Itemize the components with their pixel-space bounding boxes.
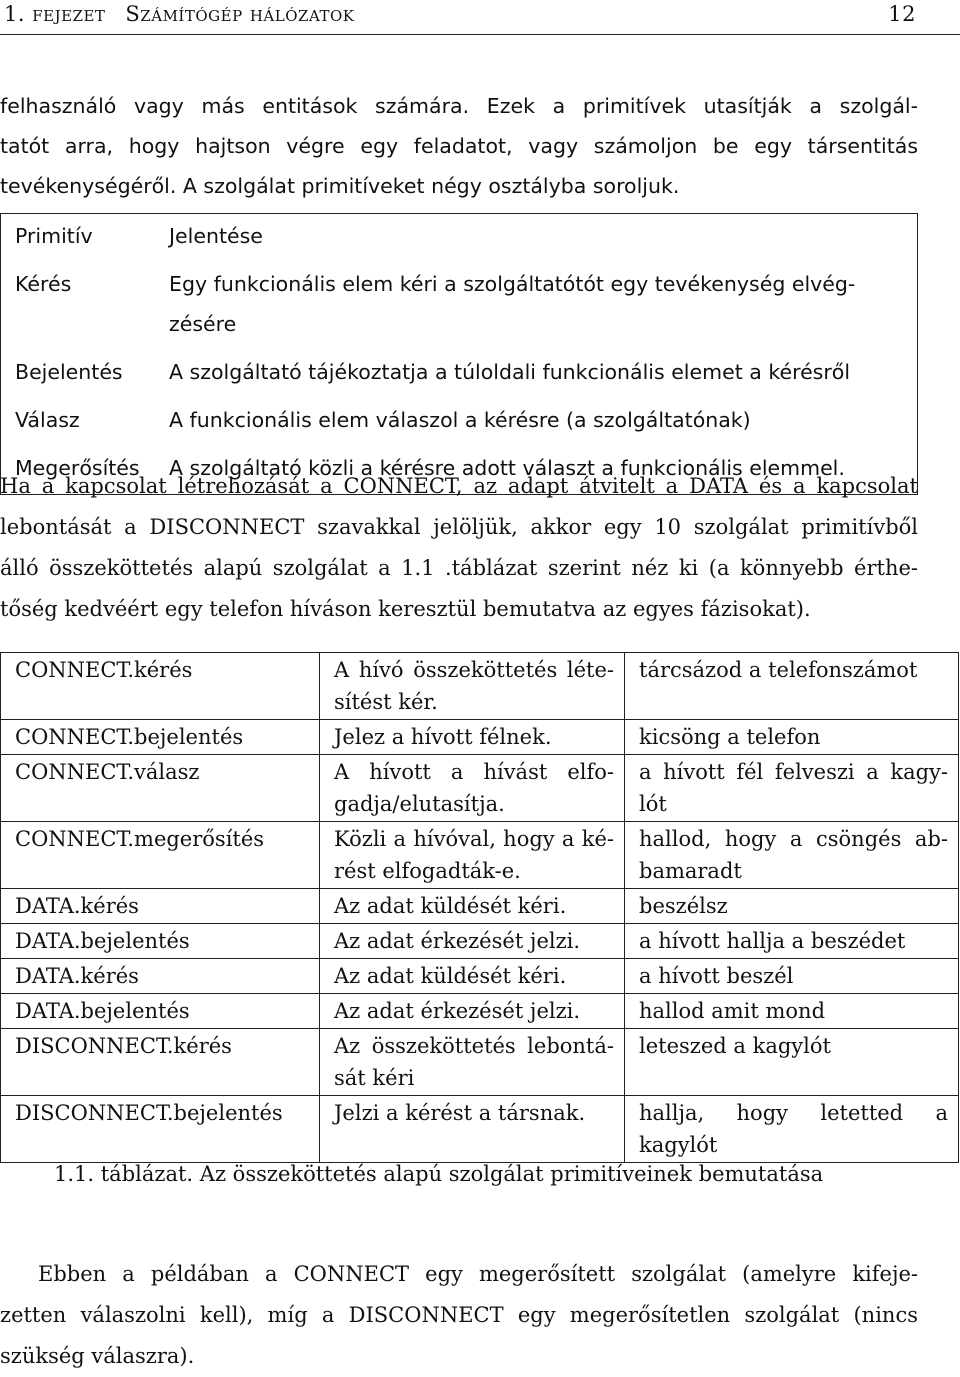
example-cell — [625, 924, 959, 959]
text-line: tőség kedvéért egy telefon híváson keresztül bemutatva az egyes fázisokat). — [0, 597, 811, 621]
cell-line: Jelez a hívott félnek. — [334, 725, 552, 749]
description-cell — [320, 924, 625, 959]
body-paragraph — [0, 466, 918, 630]
primitive-cell: CONNECT.kérés — [1, 653, 320, 720]
primitive-name: Válasz — [15, 408, 80, 432]
page-number: 12 — [888, 2, 916, 26]
cell-line: Az adat érkezését jelzi. — [334, 999, 581, 1023]
cell-line: Az adat küldését kéri. — [334, 964, 567, 988]
text-line: szükség válaszra). — [0, 1344, 195, 1368]
cell-line: Az adat érkezését jelzi. — [334, 929, 581, 953]
cell-line: A hívott a hívást elfo- — [334, 760, 614, 784]
meaning-line: zésére — [169, 312, 237, 336]
table-row — [1, 653, 959, 720]
primitive-cell: DATA.kérés — [1, 959, 320, 994]
example-cell — [625, 959, 959, 994]
header-meaning: Jelentése — [169, 224, 263, 248]
running-header — [0, 0, 960, 35]
text-line: Ebben a példában a CONNECT egy megerősített szolgálat (amelyre kifeje- — [38, 1262, 918, 1286]
primitive-meaning: A szolgáltató közli a kérésre adott választ a funkcionális elemmel. — [169, 456, 845, 480]
example-cell — [625, 889, 959, 924]
table-caption — [54, 1158, 823, 1190]
primitive-cell: CONNECT.megerősítés — [1, 822, 320, 889]
description-cell — [320, 959, 625, 994]
description-cell — [320, 822, 625, 889]
cell-line: leteszed a kagylót — [639, 1034, 831, 1058]
example-cell — [625, 720, 959, 755]
cell-line: gadja/elutasítja. — [334, 792, 505, 816]
example-cell — [625, 1096, 959, 1163]
table-row — [1, 398, 918, 446]
description-cell — [320, 653, 625, 720]
primitive-cell: DATA.bejelentés — [1, 924, 320, 959]
text-line: álló összeköttetés alapú szolgálat a 1.1 .táblázat szerint néz ki (a könnyebb érthe- — [0, 556, 918, 580]
cell-line: A hívó összeköttetés léte- — [334, 658, 614, 682]
primitive-cell: CONNECT.bejelentés — [1, 720, 320, 755]
primitive-name: Kérés — [15, 272, 72, 296]
description-cell — [320, 994, 625, 1029]
table-header-row — [1, 214, 918, 263]
cell-line: beszélsz — [639, 894, 728, 918]
description-cell — [320, 720, 625, 755]
cell-line: a hívott fél felveszi a kagy- — [639, 760, 948, 784]
caption-text: Az összeköttetés alapú szolgálat primitíveinek bemutatása — [199, 1162, 824, 1186]
cell-line: hallod amit mond — [639, 999, 826, 1023]
text-line: tevékenységéről. A szolgálat primitíveket négy osztályba soroljuk. — [0, 174, 680, 198]
text-line: Ha a kapcsolat létrehozását a CONNECT, az adapt átvitelt a DATA és a kapcsolat — [0, 474, 918, 498]
table-row — [1, 720, 959, 755]
cell-line: hallja, hogy letetted a — [639, 1101, 948, 1125]
header-primitive: Primitív — [15, 224, 93, 248]
description-cell — [320, 1096, 625, 1163]
cell-line: tárcsázod a telefonszámot — [639, 658, 918, 682]
table-row — [1, 994, 959, 1029]
primitive-cell: CONNECT.válasz — [1, 755, 320, 822]
primitive-name: Megerősítés — [15, 456, 140, 480]
text-line: zetten válaszolni kell), míg a DISCONNECT egy megerősítetlen szolgálat (nincs — [0, 1303, 918, 1327]
cell-line: rést elfogadták-e. — [334, 859, 521, 883]
table-row — [1, 1029, 959, 1096]
cell-line: kagylót — [639, 1133, 718, 1157]
primitive-meaning: A szolgáltató tájékoztatja a túloldali funkcionális elemet a kérésről — [169, 360, 851, 384]
text-line: tatót arra, hogy hajtson végre egy feladatot, vagy számoljon be egy társentitás — [0, 134, 918, 158]
primitive-cell: DISCONNECT.bejelentés — [1, 1096, 320, 1163]
cell-line: Az adat küldését kéri. — [334, 894, 567, 918]
connection-table — [0, 652, 959, 1163]
cell-line: bamaradt — [639, 859, 742, 883]
primitive-cell: DATA.bejelentés — [1, 994, 320, 1029]
primitive-name: Bejelentés — [15, 360, 123, 384]
table-row — [1, 350, 918, 398]
connection-table-body — [1, 653, 959, 1163]
table-row — [1, 959, 959, 994]
cell-line: hallod, hogy a csöngés ab- — [639, 827, 948, 851]
example-cell — [625, 755, 959, 822]
primitives-table — [0, 213, 918, 495]
cell-line: a hívott hallja a beszédet — [639, 929, 906, 953]
primitive-meaning — [153, 262, 918, 350]
primitive-cell: DISCONNECT.kérés — [1, 1029, 320, 1096]
meaning-line: Egy funkcionális elem kéri a szolgáltatótót egy tevékenység elvég- — [169, 272, 856, 296]
table-row — [1, 755, 959, 822]
cell-line: Az összeköttetés lebontá- — [334, 1034, 614, 1058]
example-cell — [625, 653, 959, 720]
caption-number: 1.1. táblázat. — [54, 1162, 194, 1186]
intro-paragraph — [0, 86, 918, 206]
text-line: felhasználó vagy más entitások számára. Ezek a primitívek utasítják a szolgál- — [0, 94, 918, 118]
cell-line: a hívott beszél — [639, 964, 794, 988]
example-cell — [625, 994, 959, 1029]
cell-line: kicsöng a telefon — [639, 725, 821, 749]
chapter-label: 1. fejezet — [4, 2, 106, 26]
primitive-meaning: A funkcionális elem válaszol a kérésre (a szolgáltatónak) — [169, 408, 751, 432]
primitive-cell: DATA.kérés — [1, 889, 320, 924]
table-row — [1, 1096, 959, 1163]
cell-line: Közli a hívóval, hogy a ké- — [334, 827, 614, 851]
cell-line: lót — [639, 792, 667, 816]
example-cell — [625, 822, 959, 889]
table-row — [1, 822, 959, 889]
example-cell — [625, 1029, 959, 1096]
description-cell — [320, 755, 625, 822]
cell-line: Jelzi a kérést a társnak. — [334, 1101, 586, 1125]
chapter-name: Számítógép hálózatok — [125, 2, 355, 26]
description-cell — [320, 1029, 625, 1096]
table-row — [1, 889, 959, 924]
table-row — [1, 924, 959, 959]
text-line: lebontását a DISCONNECT szavakkal jelöljük, akkor egy 10 szolgálat primitívből — [0, 515, 918, 539]
cell-line: sát kéri — [334, 1066, 415, 1090]
cell-line: sítést kér. — [334, 690, 438, 714]
description-cell — [320, 889, 625, 924]
closing-paragraph — [0, 1254, 918, 1377]
table-row — [1, 262, 918, 350]
chapter-title — [4, 2, 354, 26]
